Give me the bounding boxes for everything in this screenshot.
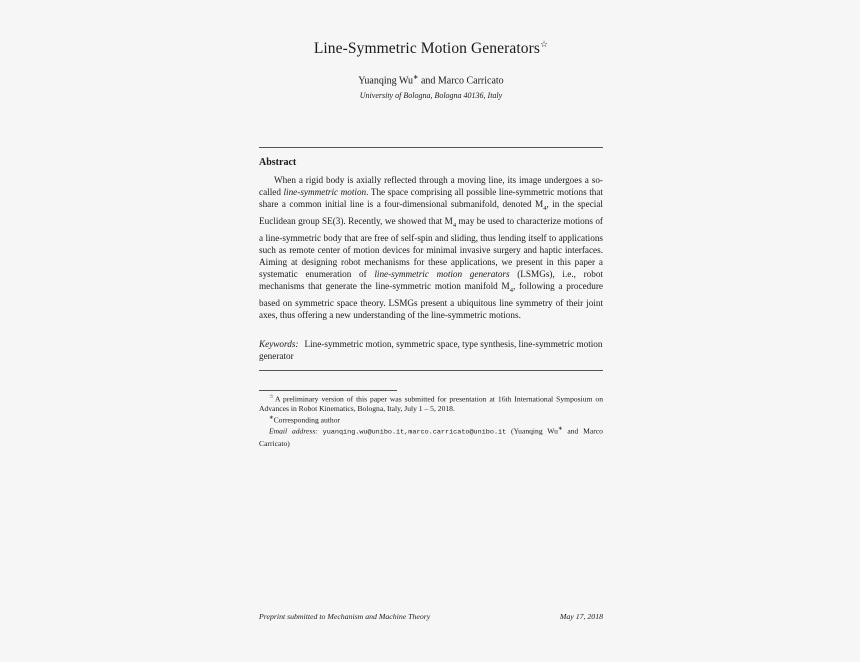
- keywords-text: Line-symmetric motion, symmetric space, type synthesis, line-symmetric motion generator: [259, 339, 603, 362]
- keywords: [259, 338, 603, 362]
- footnotes: [259, 393, 603, 449]
- author-mark: ∗: [412, 74, 419, 81]
- abstract-heading: Abstract: [259, 157, 297, 168]
- footer-date: May 17, 2018: [559, 612, 603, 621]
- title-footnote-mark: ☆: [540, 39, 549, 49]
- paper-title: Line-Symmetric Motion Generators☆: [313, 39, 549, 58]
- abstract-bottom-rule: [259, 370, 603, 371]
- email-addresses[interactable]: yuanqing.wu@unibo.it,marco.carricato@unibo.it: [322, 428, 507, 437]
- paper-page: [259, 0, 603, 662]
- footnote-preliminary: ☆A preliminary version of this paper was submitted for presentation at 16th International Symposium on Advances in Robot Kinematics, Bologna, Italy, July 1 – 5, 2018.: [259, 394, 603, 414]
- paper-authors: Yuanqing Wu∗ and Marco Carricato: [358, 74, 504, 87]
- keywords-label: Keywords:: [259, 339, 299, 349]
- abstract-body: When a rigid body is axially reflected through a moving line, its image undergoes a so-called line-symmetric motion. The space comprising all possible line-symmetric motions that share a common initial line is a four-dimensional submanifold, denoted $M_4$, in the special Euclidean group SE(3). Recently, we showed that $M_4$ may be used to characterize motions of a line-symmetric body that are free of self-spin and sliding, thus lending itself to applications such as remote center of motion devices for minimal invasive surgery and haptic interfaces. Aiming at designing robot mechanisms for these applications, we present in this paper a systematic enumeration of line-symmetric motion generators (LSMGs), i.e., robot mechanisms that generate the line-symmetric motion manifold $M_4$, following a procedure based on symmetric space theory. LSMGs present a ubiquitous line symmetry of their joint axes, thus offering a new understanding of the line-symmetric motions.: [259, 175, 603, 321]
- abstract-top-rule: [259, 147, 603, 148]
- page-footer: [259, 612, 603, 621]
- abstract-emphasis-2: line-symmetric motion generators: [374, 269, 510, 280]
- abstract-emphasis-1: line-symmetric motion: [283, 187, 367, 198]
- footnote-corresponding: ∗Corresponding author: [269, 415, 341, 425]
- footer-preprint: Preprint submitted to Mechanism and Machine Theory: [259, 612, 431, 621]
- paper-affiliation: University of Bologna, Bologna 40136, Italy: [359, 91, 503, 100]
- footnote-email: Email address: yuanqing.wu@unibo.it,marco.carricato@unibo.it (Yuanqing Wu∗ and Marco Carricato): [259, 426, 603, 448]
- footnote-rule: [259, 390, 397, 391]
